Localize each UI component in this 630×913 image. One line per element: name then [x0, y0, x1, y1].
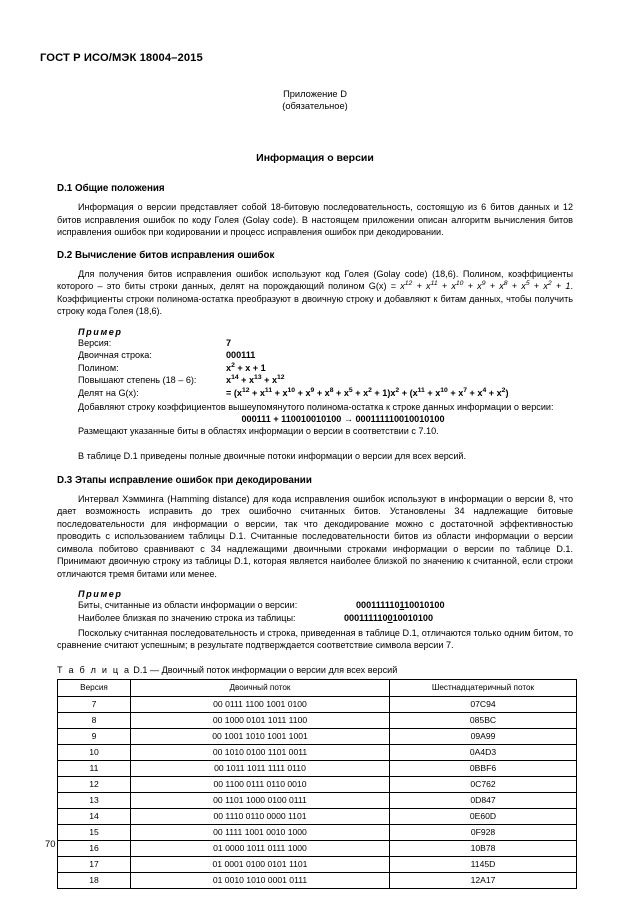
- paragraph-place-bits: Размещают указанные биты в областях информации о версии в соответствии с 7.10.: [78, 425, 439, 436]
- table-caption-prefix: Т а б л и ц а: [57, 664, 131, 675]
- cell-hex-stream: 0A4D3: [390, 745, 577, 761]
- example-value: $x^2 + x + 1$: [226, 361, 266, 373]
- paragraph-d2-part1: Для получения битов исправления ошибок используют код Голея (Golay code) (18,6). Полином, коэффициенты которого – это биты строки данных, делят на порождающий полином G(x) =: [57, 268, 573, 291]
- paragraph-add-remainder: Добавляют строку коэффициентов вышеупомянутого полинома-остатка к строке данных информации о версии:: [78, 402, 554, 413]
- cell-hex-stream: 09A99: [390, 729, 577, 745]
- cell-binary-stream: 00 1001 1010 1001 1001: [131, 729, 390, 745]
- cell-version: 13: [58, 792, 131, 808]
- table-header-row: [58, 679, 577, 696]
- bits-prefix: 000111110: [344, 613, 388, 624]
- example-value: [356, 600, 445, 610]
- annex-subtitle: (обязательное): [282, 101, 348, 112]
- paragraph-d3: Интервал Хэмминга (Hamming distance) для кода исправления ошибок используют в информации о версии 8, что дает возможность исправить до трех ошибочно считанных битов. Установлены 34 надлежащие битовые последовательности для информации о версии, так что декодирование можно с достаточной эффективностью проводить с использованием таблицы D.1. Считанные последовательности битов из области информации о версии символа побитово сравнивают с 34 надлежащими двоичными строками информации о версии по таблице D.1. Принимают двоичную строку из таблицы D.1, которая является наиболее близкой по значению к считанной, если строки отличаются тремя битами или менее.: [57, 493, 573, 579]
- cell-hex-stream: 12A17: [390, 872, 577, 888]
- table-caption: [57, 665, 573, 675]
- cell-version: 12: [58, 776, 131, 792]
- cell-version: 17: [58, 856, 131, 872]
- page-title: Информация о версии: [256, 152, 374, 164]
- table-row: [58, 776, 577, 792]
- table-row: [58, 697, 577, 713]
- example-row: [57, 387, 573, 400]
- example-value: $x^{14} + x^{13} + x^{12}$: [226, 374, 285, 386]
- cell-binary-stream: 00 1000 0101 1011 1100: [131, 713, 390, 729]
- cell-binary-stream: 01 0010 1010 0001 0111: [131, 872, 390, 888]
- example-label: Повышают степень (18 – 6):: [78, 375, 197, 386]
- example-row: [57, 349, 573, 362]
- cell-version: 14: [58, 808, 131, 824]
- example-row: [57, 374, 573, 387]
- example-row: [57, 337, 573, 350]
- version-information-table: [57, 679, 577, 889]
- annex-title: Приложение D: [283, 89, 347, 99]
- cell-binary-stream: 01 0000 1011 0111 1000: [131, 840, 390, 856]
- cell-binary-stream: 00 1111 1001 0010 1000: [131, 824, 390, 840]
- table-body: [58, 697, 577, 889]
- example-heading-d2: Пример: [78, 326, 123, 337]
- document-body: [57, 0, 573, 889]
- cell-version: 10: [58, 745, 131, 761]
- cell-binary-stream: 00 1100 0111 0110 0010: [131, 776, 390, 792]
- running-header: ГОСТ Р ИСО/МЭК 18004–2015: [40, 52, 203, 64]
- column-header-hex: Шестнадцатеричный поток: [390, 679, 577, 696]
- cell-hex-stream: 0C762: [390, 776, 577, 792]
- paragraph-d2: [57, 268, 573, 318]
- example-value: 000111: [226, 350, 256, 361]
- bits-prefix: 000111110: [356, 600, 400, 611]
- cell-hex-stream: 07C94: [390, 697, 577, 713]
- bits-suffix: 10010100: [392, 613, 434, 624]
- cell-version: 8: [58, 713, 131, 729]
- table-row: [58, 729, 577, 745]
- paragraph-d1: Информация о версии представляет собой 18-битовую последовательность, состоящую из 6 битов данных и 12 битов исправления ошибок по коду Голея (Golay code). В настоящем приложении описан алгоритм вычисления битов исправления ошибок при кодировании и процесс исправления ошибок при декодировании.: [57, 202, 573, 237]
- column-header-binary: Двоичный поток: [131, 679, 390, 696]
- cell-binary-stream: 00 1011 1011 1111 0110: [131, 760, 390, 776]
- bits-differing-digit: 0: [387, 613, 393, 624]
- table-row: [58, 745, 577, 761]
- example-label: Биты, считанные из области информации о версии:: [78, 600, 298, 611]
- table-row: [58, 872, 577, 888]
- example-row: [57, 362, 573, 375]
- example-label: Полином:: [78, 362, 119, 373]
- cell-version: 9: [58, 729, 131, 745]
- example-label: Наиболее близкая по значению строка из таблицы:: [78, 613, 296, 624]
- cell-version: 16: [58, 840, 131, 856]
- paragraph-d2-part2: . Коэффициенты строки полинома-остатка преобразуют в двоичную строку и добавляют к битам данных, чтобы получить строку кода Голея (18,6).: [57, 281, 573, 316]
- example-value: 7: [226, 337, 232, 348]
- heading-d2: D.2 Вычисление битов исправления ошибок: [57, 249, 275, 261]
- cell-hex-stream: 1145D: [390, 856, 577, 872]
- cell-hex-stream: 0BBF6: [390, 760, 577, 776]
- cell-binary-stream: 00 1010 0100 1101 0011: [131, 745, 390, 761]
- table-row: [58, 792, 577, 808]
- example-value: = $(x^{12} + x^{11} + x^{10} + x^9 + x^8 + x^5 + x^2 + 1)x^2 + (x^{11} + x^{10} + x^7 + x^4 + x^2)$: [226, 386, 509, 398]
- table-row: [58, 840, 577, 856]
- cell-version: 11: [58, 760, 131, 776]
- paragraph-d3-conclusion: Поскольку считанная последовательность и строка, приведенная в таблице D.1, отличаются только одним битом, то сравнение считают успешным; в результате подтверждается соответствие символа версии 7.: [57, 627, 573, 651]
- example-value: [344, 613, 433, 623]
- cell-binary-stream: 00 1110 0110 0000 1101: [131, 808, 390, 824]
- cell-version: 18: [58, 872, 131, 888]
- bits-differing-digit: 1: [399, 600, 405, 611]
- cell-binary-stream: 00 1101 1000 0100 0111: [131, 792, 390, 808]
- generator-polynomial: $x^{12} + x^{11} + x^{10} + x^9 + x^8 + x^5 + x^2 + 1$: [400, 279, 571, 291]
- cell-version: 15: [58, 824, 131, 840]
- example-heading-d3: Пример: [78, 589, 123, 600]
- table-row: [58, 824, 577, 840]
- cell-hex-stream: 085BC: [390, 713, 577, 729]
- add-remainder-value: 000111 + 110010010100 → 000111110010010100: [241, 413, 445, 424]
- table-row: [58, 713, 577, 729]
- cell-hex-stream: 0E60D: [390, 808, 577, 824]
- bits-suffix: 10010100: [404, 600, 445, 611]
- table-row: [58, 760, 577, 776]
- example-row-closest-string: [57, 612, 573, 625]
- example-label: Версия:: [78, 337, 112, 348]
- example-label: Делят на G(x):: [78, 387, 139, 398]
- table-caption-text: D.1 — Двоичный поток информации о версии для всех версий: [133, 664, 398, 675]
- example-row-read-bits: [57, 599, 573, 612]
- cell-binary-stream: 00 0111 1100 1001 0100: [131, 697, 390, 713]
- paragraph-table-reference: В таблице D.1 приведены полные двоичные потоки информации о версии для всех версий.: [78, 451, 467, 462]
- example-label: Двоичная строка:: [78, 350, 152, 361]
- cell-hex-stream: 0F928: [390, 824, 577, 840]
- table-row: [58, 856, 577, 872]
- page-number: 70: [45, 838, 56, 849]
- cell-binary-stream: 01 0001 0100 0101 1101: [131, 856, 390, 872]
- cell-hex-stream: 0D847: [390, 792, 577, 808]
- cell-version: 7: [58, 697, 131, 713]
- column-header-version: Версия: [58, 679, 131, 696]
- heading-d1: D.1 Общие положения: [57, 183, 165, 194]
- cell-hex-stream: 10B78: [390, 840, 577, 856]
- table-row: [58, 808, 577, 824]
- heading-d3: D.3 Этапы исправление ошибок при декодировании: [57, 474, 312, 486]
